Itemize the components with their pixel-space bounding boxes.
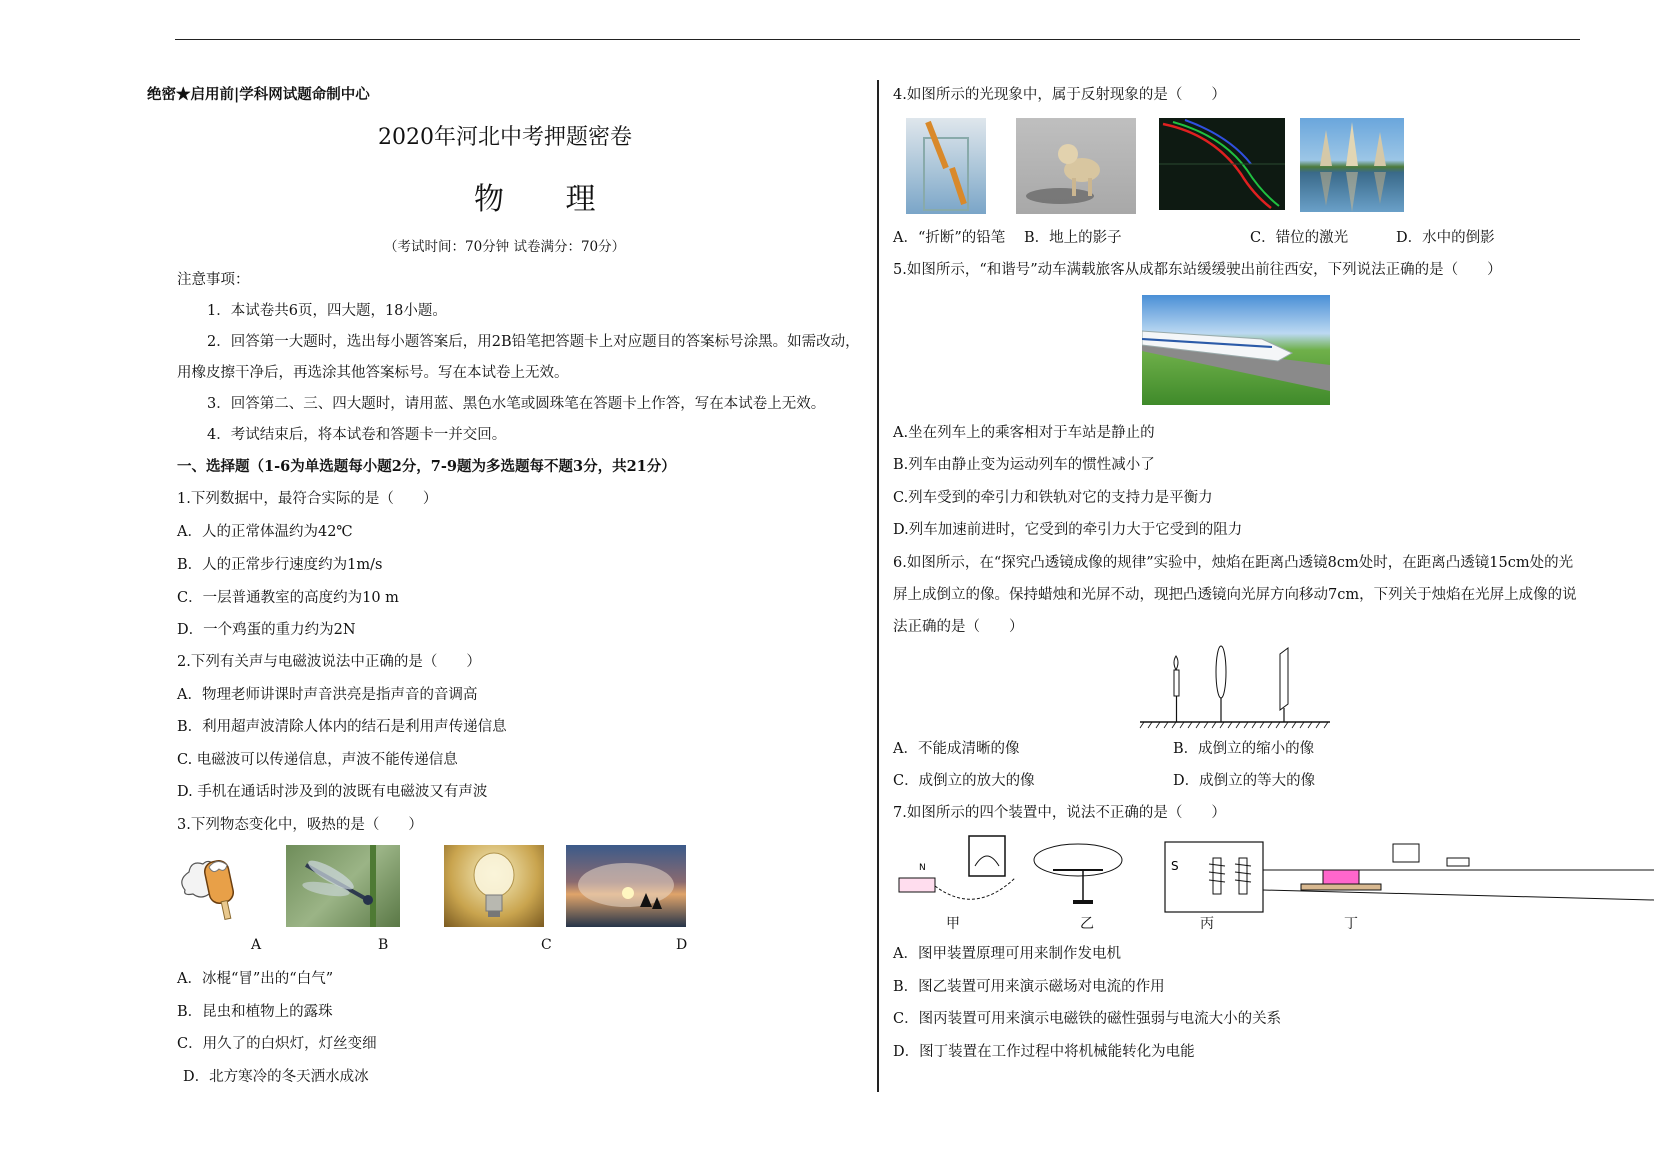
q7-option: B．图乙装置可用来演示磁场对电流的作用 (893, 979, 1165, 995)
svg-text:N: N (919, 863, 926, 873)
q6-stem: 法正确的是（ ） (893, 619, 1024, 635)
q1-option: B．人的正常步行速度约为1m/s (177, 557, 383, 573)
q3-stem: 3.下列物态变化中，吸热的是（ ） (177, 817, 423, 833)
q7-apparatus-diagram (893, 830, 1654, 920)
notice-item: 4．考试结束后，将本试卷和答题卡一并交回。 (207, 427, 507, 443)
q1-option: D．一个鸡蛋的重力约为2N (177, 622, 356, 638)
q3-image-label: B (378, 937, 389, 953)
q2-option: A．物理老师讲课时声音洪亮是指声音的音调高 (177, 687, 478, 703)
notice-heading: 注意事项： (177, 272, 250, 288)
svg-text:S: S (1171, 859, 1179, 873)
header-rule (175, 39, 1580, 40)
q4-option: C．错位的激光 (1250, 230, 1349, 246)
notice-item: 用橡皮擦干净后，再选涂其他答案标号。写在本试卷上无效。 (177, 365, 569, 381)
q3-option: A．冰棍“冒”出的“白气” (177, 971, 334, 987)
notice-item: 2．回答第一大题时，选出每小题答案后，用2B铅笔把答题卡上对应题目的答案标号涂黑。如需改动， (207, 334, 860, 350)
q2-option: D. 手机在通话时涉及到的波既有电磁波又有声波 (177, 784, 488, 800)
dragonfly-image (286, 845, 400, 927)
q5-option: C.列车受到的牵引力和铁轨对它的支持力是平衡力 (893, 490, 1213, 506)
train-image (1142, 295, 1330, 405)
dog-shadow-image (1016, 118, 1136, 214)
q5-option: A.坐在列车上的乘客相对于车站是静止的 (893, 425, 1155, 441)
q4-option: A．“折断”的铅笔 (893, 230, 1006, 246)
reflection-image (1300, 118, 1404, 212)
q7-figure-label: 丙 (1200, 916, 1214, 932)
q3-option: C．用久了的白炽灯，灯丝变细 (177, 1036, 377, 1052)
q7-option: C．图丙装置可用来演示电磁铁的磁性强弱与电流大小的关系 (893, 1011, 1282, 1027)
q3-option: B．昆虫和植物上的露珠 (177, 1004, 333, 1020)
subject-title: 物 理 (474, 182, 622, 217)
pencil-in-water-image (906, 118, 986, 214)
q2-stem: 2.下列有关声与电磁波说法中正确的是（ ） (177, 654, 481, 670)
water-ice-image (566, 845, 686, 927)
laser-image (1159, 118, 1285, 210)
q6-option: B．成倒立的缩小的像 (1173, 741, 1315, 757)
q1-option: A．人的正常体温约为42℃ (177, 524, 353, 540)
q3-image-label: C (541, 937, 552, 953)
q5-option: D.列车加速前进时，它受到的牵引力大于它受到的阻力 (893, 522, 1243, 538)
q3-image-label: A (251, 937, 262, 953)
q7-option: A．图甲装置原理可用来制作发电机 (893, 946, 1121, 962)
lens-bench-diagram (1138, 640, 1334, 732)
column-divider (877, 80, 879, 1092)
notice-item: 3．回答第二、三、四大题时，请用蓝、黑色水笔或圆珠笔在答题卡上作答，写在本试卷上无效。 (207, 396, 826, 412)
q6-option: D．成倒立的等大的像 (1173, 773, 1316, 789)
q5-option: B.列车由静止变为运动列车的惯性减小了 (893, 457, 1155, 473)
q3-image-label: D (676, 937, 688, 953)
q7-option: D．图丁装置在工作过程中将机械能转化为电能 (893, 1044, 1195, 1060)
q6-option: A．不能成清晰的像 (893, 741, 1020, 757)
q1-option: C．一层普通教室的高度约为10 m (177, 590, 399, 606)
q5-stem: 5.如图所示，“和谐号”动车满载旅客从成都东站缓缓驶出前往西安，下列说法正确的是（ ） (893, 262, 1502, 278)
secret-label: 绝密★启用前|学科网试题命制中心 (147, 86, 370, 103)
q3-option: D．北方寒冷的冬天洒水成冰 (183, 1069, 369, 1085)
q2-option: B．利用超声波清除人体内的结石是利用声传递信息 (177, 719, 507, 735)
q4-option: B．地上的影子 (1024, 230, 1122, 246)
q6-option: C．成倒立的放大的像 (893, 773, 1035, 789)
q7-figure-label: 乙 (1080, 916, 1094, 932)
q6-stem: 屏上成倒立的像。保持蜡烛和光屏不动，现把凸透镜向光屏方向移动7cm，下列关于烛焰在光屏上成像的说 (893, 587, 1577, 603)
q7-figure-label: 丁 (1344, 916, 1358, 932)
q1-stem: 1.下列数据中，最符合实际的是（ ） (177, 491, 438, 507)
popsicle-image (177, 845, 247, 925)
notice-item: 1．本试卷共6页，四大题，18小题。 (207, 303, 447, 319)
exam-info: （考试时间：70分钟 试卷满分：70分） (384, 239, 626, 255)
exam-title: 2020年河北中考押题密卷 (378, 125, 632, 150)
q6-stem: 6.如图所示，在“探究凸透镜成像的规律”实验中，烛焰在距离凸透镜8cm处时，在距离凸透镜15cm处的光 (893, 555, 1574, 571)
lightbulb-image (444, 845, 544, 927)
q7-figure-label: 甲 (946, 916, 960, 932)
q4-stem: 4.如图所示的光现象中，属于反射现象的是（ ） (893, 87, 1226, 103)
q7-stem: 7.如图所示的四个装置中，说法不正确的是（ ） (893, 805, 1226, 821)
q2-option: C. 电磁波可以传递信息，声波不能传递信息 (177, 752, 458, 768)
section-heading: 一、选择题（1-6为单选题每小题2分，7-9题为多选题每不题3分，共21分） (177, 458, 676, 475)
q4-option: D．水中的倒影 (1396, 230, 1495, 246)
